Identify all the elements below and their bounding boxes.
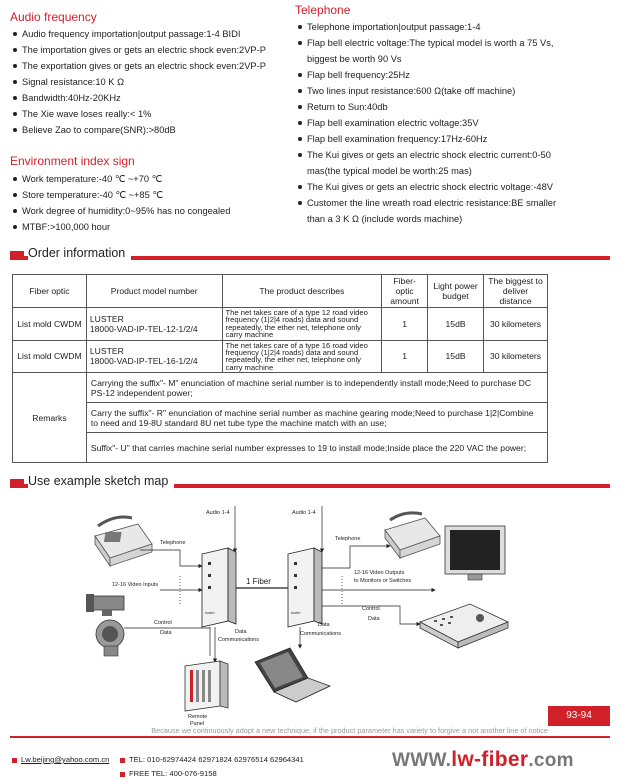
sketch-diagram: [60, 496, 580, 727]
list-item: Flap bell examination frequency:17Hz-60Hz: [295, 133, 613, 145]
list-item: The importation gives or gets an electric shock even:2VP-P: [10, 44, 292, 56]
section-marker: [10, 251, 24, 257]
free-tel-text: FREE TEL: 400-076-9158: [129, 769, 217, 778]
header-cell: The product describes: [222, 275, 382, 308]
bullet-square-icon: [120, 758, 125, 763]
header-cell: Product model number: [86, 275, 222, 308]
header-cell: The biggest to deliver distance: [484, 275, 548, 308]
list-item: Believe Zao to compare(SNR):>80dB: [10, 124, 292, 136]
footer-divider: [10, 736, 610, 738]
audio-right-label: Audio 1-4: [292, 510, 316, 516]
logo-www: WWW.: [392, 750, 452, 771]
list-item: Flap bell examination electric voltage:35V: [295, 117, 613, 129]
transceiver-right: [288, 548, 322, 627]
table-cell: The net takes care of a type 16 road video frequency (1|2|4 roads) data and sound repeatedly, the ether net, telephone only carry machine: [222, 340, 382, 373]
list-item: Two lines input resistance:600 Ω(take off machine): [295, 85, 613, 97]
logo-domain: lw-fiber: [451, 748, 529, 771]
table-cell: 30 kilometers: [484, 340, 548, 373]
list-item: The exportation gives or gets an electric shock even:2VP-P: [10, 60, 292, 72]
header-cell: Light power budget: [428, 275, 484, 308]
list-item: The Xie wave loses really:< 1%: [10, 108, 292, 120]
brand-label: luster: [205, 610, 215, 615]
bullet-square-icon: [120, 772, 125, 777]
list-item: MTBF:>100,000 hour: [10, 221, 292, 233]
fiber-label: 1 Fiber: [246, 577, 271, 586]
video-outputs-label: 12-16 Video Outputs: [354, 570, 405, 576]
free-tel-contact: [120, 769, 217, 778]
environment-title: Environment index sign: [10, 154, 135, 168]
list-item-continuation: biggest be worth 90 Vs: [307, 54, 402, 64]
model-number: 18000-VAD-IP-TEL-16-1/2/4: [89, 356, 198, 367]
model-number: 18000-VAD-IP-TEL-12-1/2/4: [89, 323, 198, 334]
email-contact: [12, 755, 109, 764]
list-item: Customer the line wreath road electric resistance:BE smaller: [295, 197, 613, 209]
telephone-left-icon: [95, 517, 152, 566]
list-item: Work temperature:-40 ℃ ~+70 ℃: [10, 173, 292, 185]
table-cell: 15dB: [428, 340, 484, 373]
list-item: Flap bell frequency:25Hz: [295, 69, 613, 81]
remarks-row: [13, 433, 548, 463]
notice-text: Because we continuously adopt a new technique, if the product parameter has variety to forgive a not another line of notice: [151, 726, 548, 735]
remark-cell: Carrying the suffix"- M" enunciation of machine serial number is to independently install mode;Need to purchase DC PS-12 independent power;: [86, 373, 547, 403]
video-inputs-label: 12-16 Video Inputs: [112, 582, 159, 588]
list-item: Telephone importation|output passage:1-4: [295, 21, 613, 33]
remarks-row: [13, 403, 548, 433]
telephone-right-icon: [385, 513, 440, 558]
list-item: Bandwidth:40Hz-20KHz: [10, 92, 292, 104]
header-cell: Fiber optic: [13, 275, 87, 308]
brand-label: luster: [291, 610, 301, 615]
remarks-label: Remarks: [13, 373, 87, 463]
control-right-label-2: Data: [368, 616, 380, 622]
list-item-continuation: mas(the typical model be worth:25 mas): [307, 166, 472, 176]
remote-label-2: Panel: [190, 721, 205, 727]
order-title: Order information: [28, 246, 131, 260]
list-item: Work degree of humidity:0~95% has no congealed: [10, 205, 292, 217]
sketch-section-header: [10, 476, 610, 490]
order-table: [12, 274, 548, 463]
remarks-row: [13, 373, 548, 403]
table-cell: 1: [382, 340, 428, 373]
telephone-list: [295, 21, 613, 225]
site-logo[interactable]: [392, 748, 574, 772]
audio-title: Audio frequency: [10, 10, 97, 24]
header-cell: Fiber-optic amount: [382, 275, 428, 308]
remark-cell: Suffix"- U" that carries machine serial number expresses to 19 to install mode;Inside place the 220 VAC the power;: [86, 433, 547, 463]
sketch-title: Use example sketch map: [28, 474, 174, 488]
table-header-row: [13, 275, 548, 308]
datacom-left-label: Data: [235, 629, 247, 635]
list-item: Store temperature:-40 ℃ ~+85 ℃: [10, 189, 292, 201]
list-item: The Kui gives or gets an electric shock electric current:0-50: [295, 149, 613, 161]
audio-list: [10, 28, 292, 136]
list-item: Return to Sun:40db: [295, 101, 613, 113]
table-cell: 15dB: [428, 308, 484, 341]
telephone-title: Telephone: [295, 3, 351, 17]
list-item: Audio frequency importation|output passage:1-4 BIDI: [10, 28, 292, 40]
order-section-header: [10, 248, 610, 262]
list-item: Flap bell electric voltage:The typical model is worth a 75 Vs,: [295, 37, 613, 49]
audio-left-label: Audio 1-4: [206, 510, 230, 516]
list-item: Signal resistance:10 K Ω: [10, 76, 292, 88]
tel-text: TEL: 010-62974424 62971824 62976514 62964341: [129, 755, 304, 764]
datacom-right-label: Data: [318, 622, 330, 628]
datacom-left-label-2: Communications: [218, 637, 259, 643]
monitor-icon: [445, 526, 505, 580]
logo-tld: .com: [528, 750, 574, 771]
remote-panel-icon: [185, 661, 228, 711]
camera-icon: [86, 594, 124, 656]
table-cell: The net takes care of a type 12 road video frequency (1|2|4 roads) data and sound repeatedly, the ether net, telephone only carry machine: [222, 308, 382, 341]
page-number: 93-94: [548, 706, 610, 726]
list-item-continuation: than a 3 K Ω (include words machine): [307, 214, 463, 224]
table-row: [13, 340, 548, 373]
control-left-label-2: Data: [160, 630, 172, 636]
telephone-left-label: Telephone: [160, 540, 186, 546]
remote-label: Remote: [188, 714, 208, 720]
video-outputs-label-2: to Monitors or Switches: [354, 578, 412, 584]
table-row: [13, 308, 548, 341]
list-item: The Kui gives or gets an electric shock electric voltage:-48V: [295, 181, 613, 193]
remark-cell: Carry the suffix"- R" enunciation of machine serial number as machine gearing mode;Need to purchase 1|2|Combine to need and 19-8U standard 8U net tube type the machine match with an use;: [86, 403, 547, 433]
section-marker: [10, 479, 24, 485]
control-right-label: Control: [362, 606, 380, 612]
telephone-right-label: Telephone: [335, 536, 361, 542]
model-name: LUSTER: [89, 346, 124, 357]
table-cell: [86, 340, 222, 373]
table-cell: List mold CWDM: [13, 308, 87, 341]
bullet-square-icon: [12, 758, 17, 763]
table-cell: [86, 308, 222, 341]
laptop-icon: [255, 648, 330, 702]
table-cell: List mold CWDM: [13, 340, 87, 373]
environment-list: [10, 173, 292, 233]
controller-icon: [420, 604, 508, 648]
tel-contact: [120, 755, 304, 764]
table-cell: 30 kilometers: [484, 308, 548, 341]
model-name: LUSTER: [89, 313, 124, 324]
transceiver-left: [202, 548, 236, 627]
table-cell: 1: [382, 308, 428, 341]
email-link[interactable]: Lw.beijing@yahoo.com.cn: [21, 755, 110, 764]
control-left-label: Control: [154, 620, 172, 626]
datacom-right-label-2: Communications: [300, 631, 341, 637]
